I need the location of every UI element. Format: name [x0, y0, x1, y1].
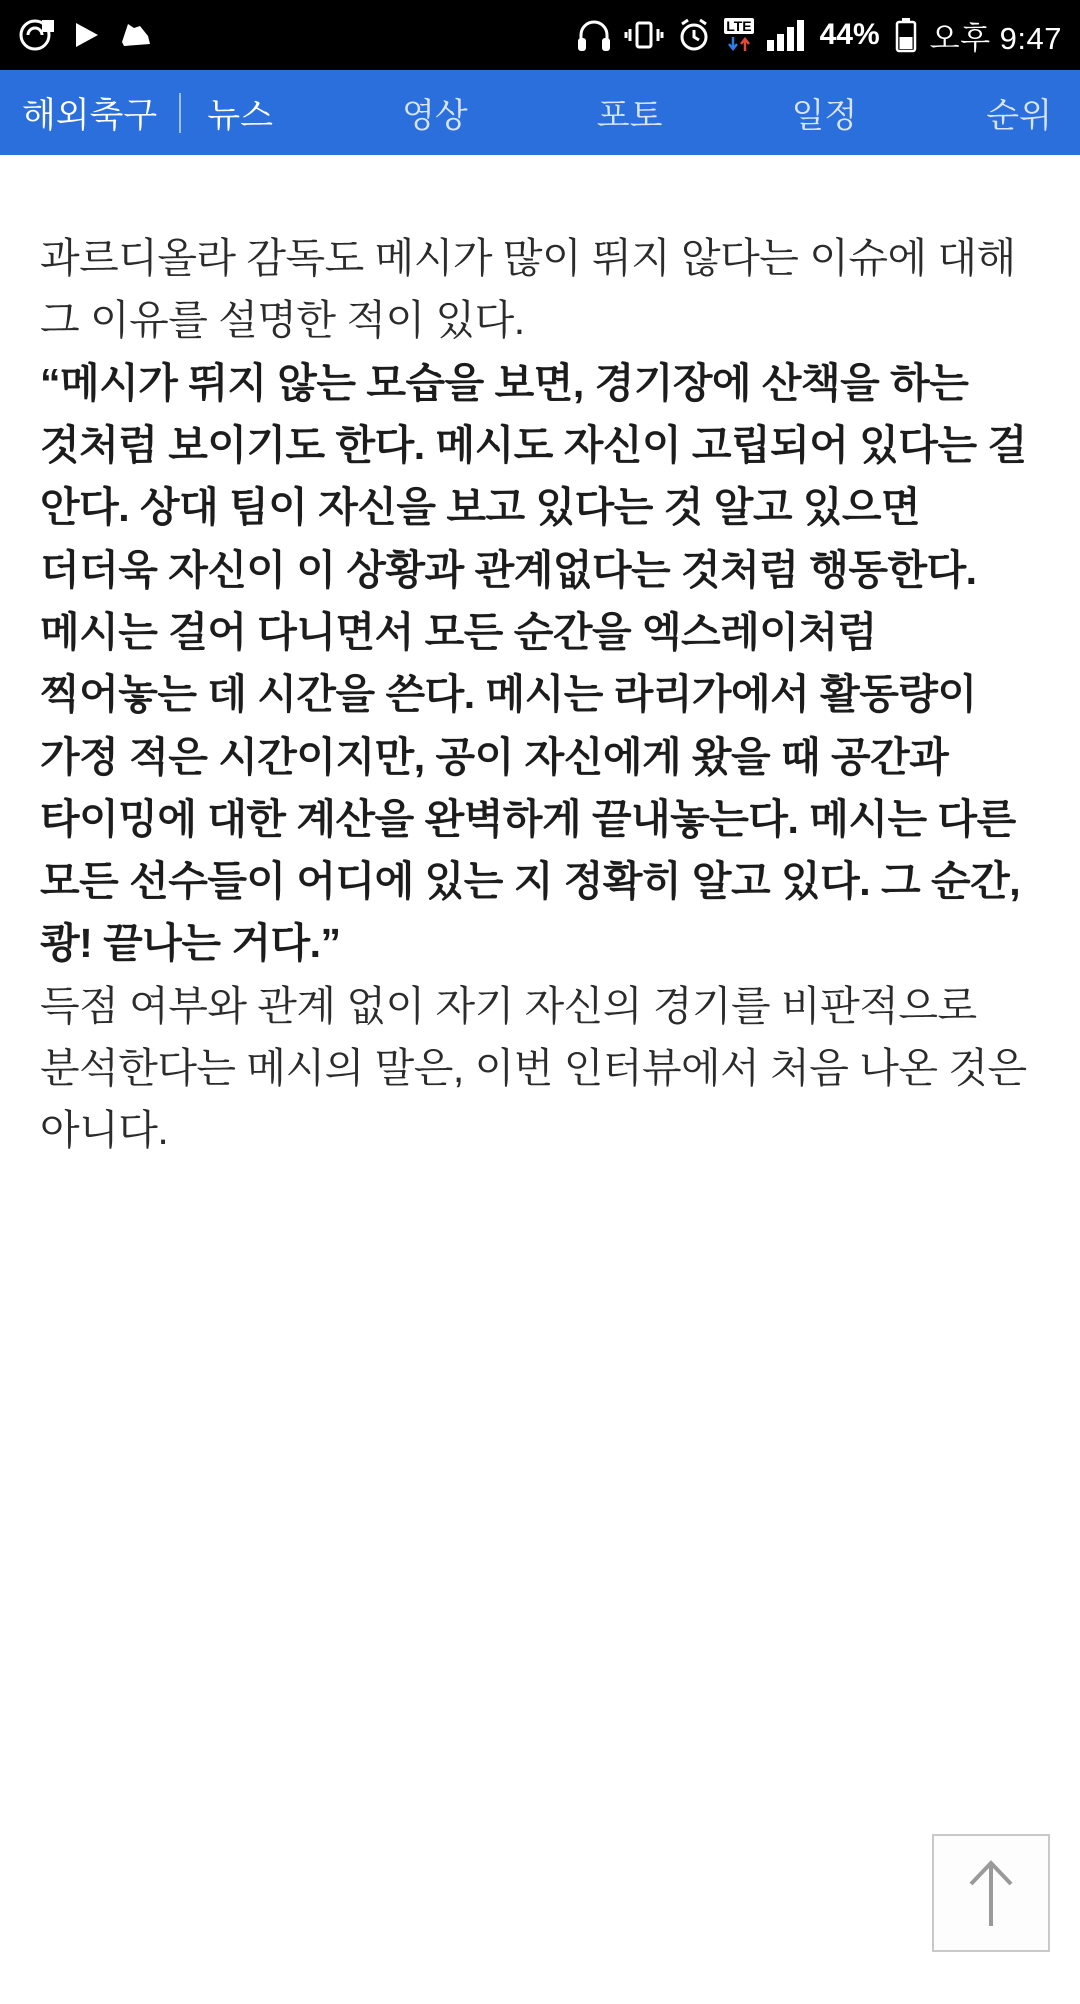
tab-schedule[interactable]: 일정 — [791, 97, 858, 135]
shoe-icon — [118, 15, 154, 55]
clock-label: 오후 9:47 — [929, 20, 1062, 56]
status-bar-right-icons — [576, 13, 1062, 58]
article-paragraph-intro: 과르디올라 감독도 메시가 많이 뛰지 않다는 이슈에 대해 그 이유를 설명한 적이 있다. — [40, 235, 1016, 344]
signal-bars-icon — [766, 15, 808, 55]
article-content — [0, 155, 1080, 2004]
status-bar-left-icons — [18, 15, 154, 55]
section-title[interactable]: 해외축구 — [22, 95, 158, 135]
tab-video[interactable]: 영상 — [402, 97, 468, 135]
section-nav-bar — [0, 70, 1080, 155]
lte-data-icon: LTE — [724, 15, 753, 55]
scroll-to-top-button[interactable] — [932, 1834, 1050, 1952]
article-paragraph-closing: 득점 여부와 관계 없이 자기 자신의 경기를 비판적으로 분석한다는 메시의 말은, 이번 인터뷰에서 처음 나온 것은 아니다. — [40, 982, 1027, 1154]
battery-icon — [894, 15, 918, 55]
headphones-icon — [576, 15, 612, 55]
status-bar — [0, 0, 1080, 70]
battery-percent-label: 44% — [819, 18, 880, 51]
arrow-up-icon — [959, 1856, 1023, 1930]
nav-divider — [179, 93, 181, 133]
app-badge-icon — [18, 15, 56, 55]
article-paragraph-quote: “메시가 뛰지 않는 모습을 보면, 경기장에 산책을 하는 것처럼 보이기도 한다. 메시도 자신이 고립되어 있다는 걸 안다. 상대 팀이 자신을 보고 있다는 것 알고 있으면 더더욱 자신이 이 상황과 관계없다는 것처럼 행동한다. 메시는 걸어 다니면서 모든 순간을 엑스레이처럼 찍어놓는 데 시간을 쓴다. 메시는 라리가에서 활동량이 가정 적은 시간이지만, 공이 자신에게 왔을 때 공간과 타이밍에 대한 계산을 완벽하게 끝내놓는다. 메시는 다른 모든 선수들이 어디에 있는 지 정확히 알고 있다. 그 순간, 쾅! 끝나는 거다.” — [40, 359, 1027, 967]
alarm-icon — [676, 15, 712, 55]
nav-tabs — [203, 82, 1070, 143]
vibrate-icon — [624, 15, 664, 55]
tab-news[interactable]: 뉴스 — [207, 97, 273, 135]
tab-photo[interactable]: 포토 — [596, 97, 663, 135]
play-icon — [72, 15, 102, 55]
tab-ranking[interactable]: 순위 — [986, 97, 1052, 135]
